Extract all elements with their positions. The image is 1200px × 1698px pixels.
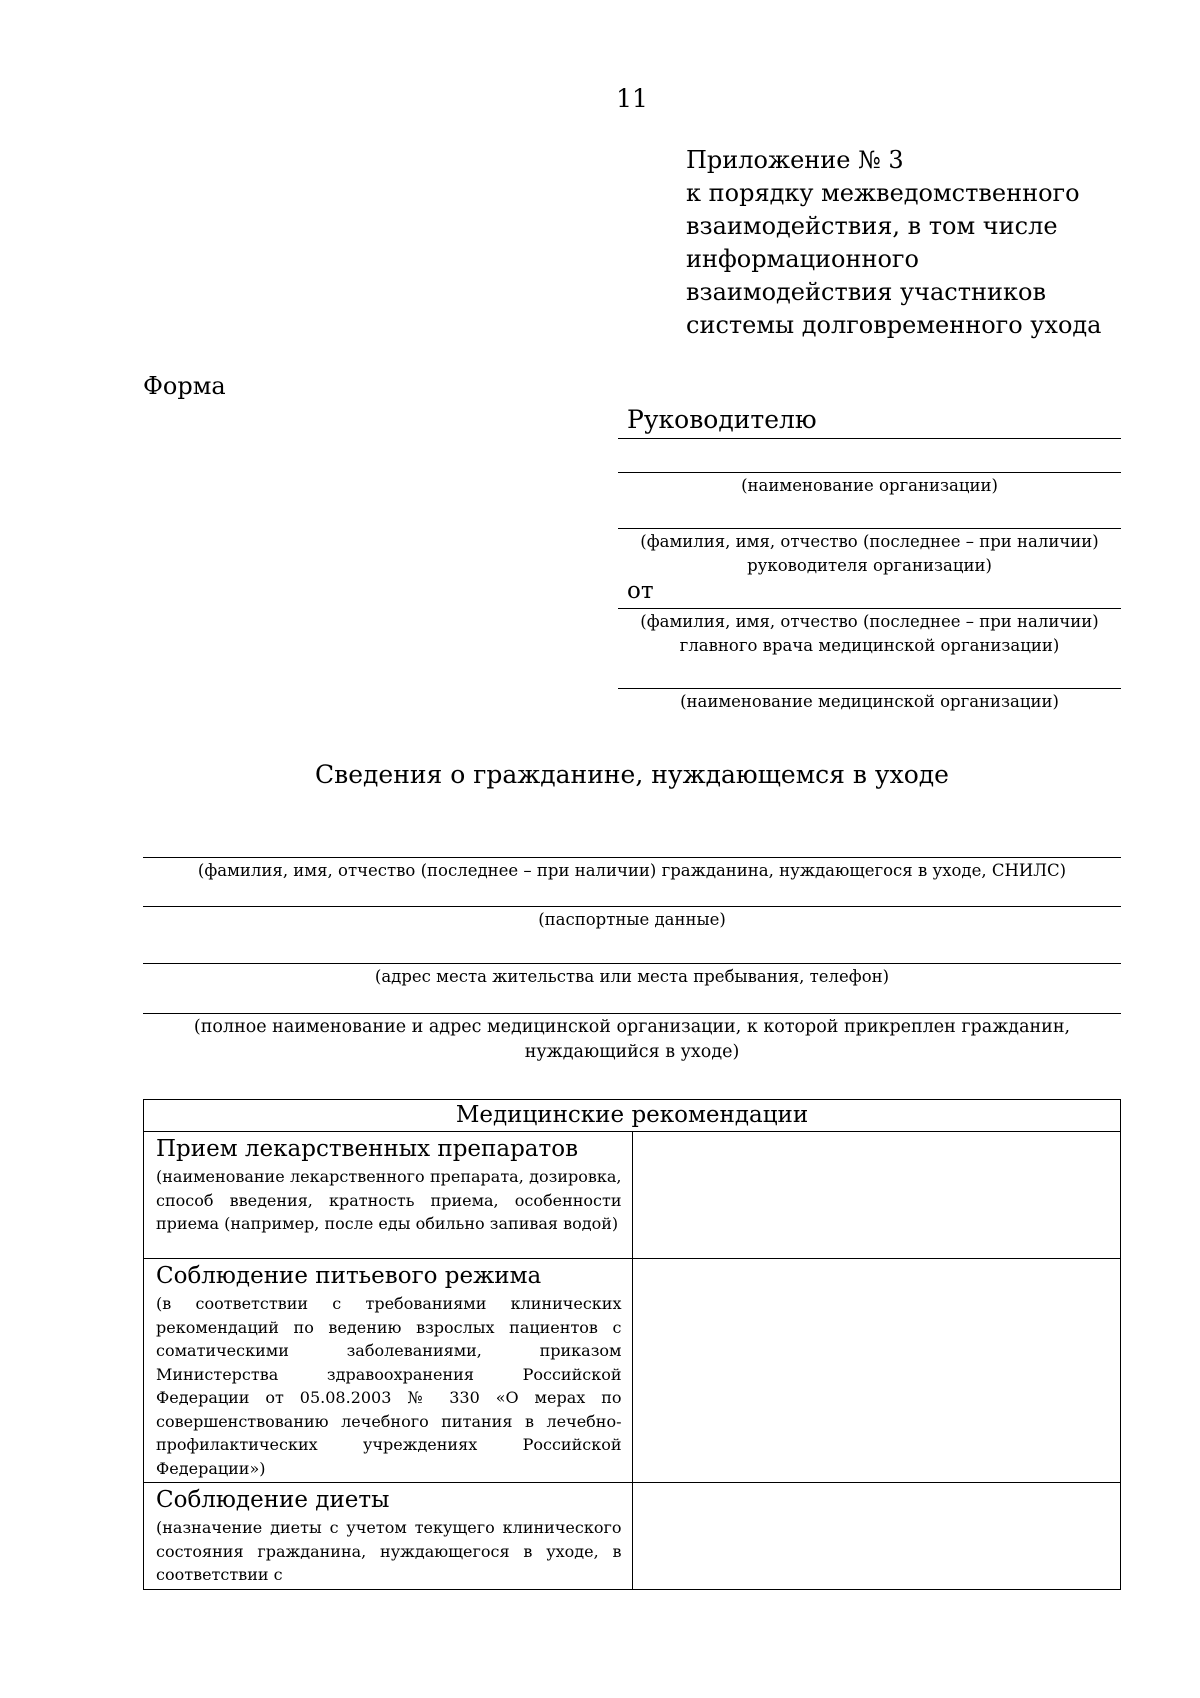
addressee-label: Руководителю bbox=[627, 405, 817, 434]
caption-line: главного врача медицинской организации) bbox=[679, 636, 1060, 655]
recommendation-value-cell[interactable] bbox=[632, 1132, 1121, 1259]
table-header: Медицинские рекомендации bbox=[144, 1100, 1121, 1132]
recommendation-title: Прием лекарственных препаратов bbox=[156, 1136, 579, 1162]
address-line bbox=[143, 963, 1121, 964]
clinic-line bbox=[143, 1013, 1121, 1014]
med-org-line bbox=[618, 688, 1121, 689]
recommendation-value-cell[interactable] bbox=[632, 1483, 1121, 1590]
form-label: Форма bbox=[143, 372, 226, 400]
recommendation-value-cell[interactable] bbox=[632, 1259, 1121, 1483]
med-org-caption: (наименование медицинской организации) bbox=[680, 692, 1059, 711]
page-number: 11 bbox=[616, 84, 648, 113]
clinic-caption bbox=[143, 1015, 1121, 1065]
citizen-name-line bbox=[143, 857, 1121, 858]
caption-line: (фамилия, имя, отчество (последнее – при наличии) bbox=[640, 612, 1099, 631]
address-caption: (адрес места жительства или места пребывания, телефон) bbox=[374, 967, 890, 986]
from-label: от bbox=[627, 578, 654, 604]
doctor-name-caption bbox=[618, 610, 1121, 658]
org-name-caption: (наименование организации) bbox=[741, 476, 998, 495]
recommendation-cell bbox=[144, 1132, 633, 1259]
recommendation-title: Соблюдение диеты bbox=[156, 1487, 390, 1513]
org-name-line bbox=[618, 472, 1121, 473]
addressee-line bbox=[618, 438, 1121, 439]
table-row bbox=[144, 1483, 1121, 1590]
passport-line bbox=[143, 906, 1121, 907]
recommendation-description: (наименование лекарственного препарата, дозировка, способ введения, кратность приема, особенности приема (например, после еды обильно запивая водой) bbox=[156, 1167, 622, 1233]
appendix-line: Приложение № 3 bbox=[686, 146, 904, 174]
citizen-name-caption: (фамилия, имя, отчество (последнее – при наличии) гражданина, нуждающегося в уходе, СНИЛС) bbox=[197, 861, 1067, 880]
appendix-line: взаимодействия, в том числе bbox=[686, 212, 1058, 240]
recommendation-description: (назначение диеты с учетом текущего клинического состояния гражданина, нуждающегося в уходе, в соответствии с bbox=[156, 1518, 622, 1584]
doctor-name-line bbox=[618, 608, 1121, 609]
caption-line: нуждающийся в уходе) bbox=[524, 1042, 740, 1062]
table-header-row bbox=[144, 1100, 1121, 1132]
recommendation-cell bbox=[144, 1259, 633, 1483]
appendix-line: взаимодействия участников bbox=[686, 278, 1046, 306]
table-row bbox=[144, 1132, 1121, 1259]
caption-line: (полное наименование и адрес медицинской организации, к которой прикреплен гражданин, bbox=[193, 1017, 1071, 1037]
appendix-line: информационного bbox=[686, 245, 919, 273]
caption-line: руководителя организации) bbox=[747, 556, 992, 575]
appendix-line: к порядку межведомственного bbox=[686, 179, 1080, 207]
head-name-line bbox=[618, 528, 1121, 529]
appendix-line: системы долговременного ухода bbox=[686, 311, 1102, 339]
head-name-caption bbox=[618, 530, 1121, 578]
recommendation-description: (в соответствии с требованиями клинических рекомендаций по ведению взрослых пациентов с соматическими заболеваниями, приказом Министерства здравоохранения Российской Федерации от 05.08.2003 № 330 «О мерах по совершенствованию лечебного питания в лечебно-профилактических учреждениях Российской Федерации») bbox=[156, 1294, 622, 1478]
caption-line: (фамилия, имя, отчество (последнее – при наличии) bbox=[640, 532, 1099, 551]
passport-caption: (паспортные данные) bbox=[538, 910, 726, 929]
document-title: Сведения о гражданине, нуждающемся в уходе bbox=[315, 760, 949, 789]
recommendation-title: Соблюдение питьевого режима bbox=[156, 1263, 542, 1289]
recommendations-table bbox=[143, 1099, 1121, 1590]
table-row bbox=[144, 1259, 1121, 1483]
appendix-header bbox=[686, 144, 1102, 342]
recommendation-cell bbox=[144, 1483, 633, 1590]
